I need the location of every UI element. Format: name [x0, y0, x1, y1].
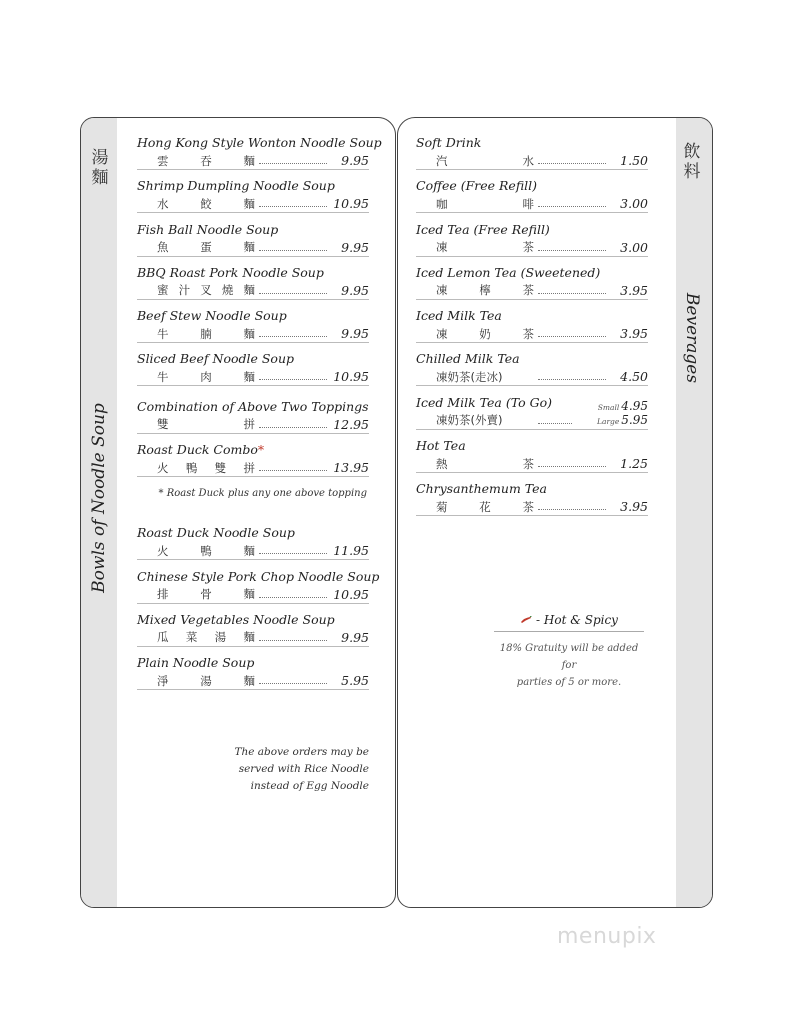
leader-dots: [259, 427, 327, 428]
item-name-cn: 凍奶茶(走冰): [436, 369, 503, 384]
menu-item: [416, 350, 650, 393]
menu-item: [416, 134, 650, 177]
menu-item: [137, 568, 380, 611]
leader-dots: [259, 250, 327, 251]
leader-dots: [538, 206, 606, 207]
menu-item: [137, 398, 371, 441]
item-price: 4.50: [620, 369, 648, 385]
leader-dots: [259, 163, 327, 164]
item-name-cn: 雲 吞 麵: [157, 153, 255, 168]
section-title: Bowls of Noodle Soup: [89, 403, 109, 593]
item-name: Fish Ball Noodle Soup: [137, 221, 279, 237]
noodle-soup-list: [137, 134, 382, 698]
item-price: 5.95: [621, 413, 648, 428]
item-name-cn: 牛 腩 麵: [157, 326, 255, 341]
menu-item: [416, 221, 650, 264]
menu-item: [137, 307, 371, 350]
note-line: served with Rice Noodle: [238, 763, 369, 775]
menu-item: [137, 350, 371, 393]
item-name-cn: 汽 水: [436, 153, 534, 168]
item-name: Iced Lemon Tea (Sweetened): [416, 264, 601, 280]
item-name-cn: 水 餃 麵: [157, 196, 255, 211]
menu-item-togo: [416, 394, 650, 437]
leader-dots: [538, 509, 606, 510]
item-name: Chrysanthemum Tea: [416, 481, 547, 497]
size-label: Large: [597, 417, 620, 427]
item-name-cn: 凍奶茶(外賣): [436, 413, 503, 428]
item-name: Roast Duck Noodle Soup: [137, 525, 295, 541]
menu-item: [416, 264, 650, 307]
asterisk-mark: *: [257, 442, 265, 458]
leader-dots: [259, 597, 327, 598]
item-name-cn: 淨 湯 麵: [157, 673, 255, 688]
item-name-cn: 魚 蛋 麵: [157, 240, 255, 255]
leader-dots: [259, 683, 327, 684]
item-price: 9.95: [341, 153, 369, 168]
item-name: Combination of Above Two Toppings: [137, 398, 369, 414]
leader-dots: [538, 250, 606, 251]
item-name: Iced Milk Tea: [416, 308, 502, 324]
menu-item: [137, 221, 371, 264]
item-price: 10.95: [333, 196, 369, 212]
gratuity-note: 18% Gratuity will be added for parties of 5 or more.: [499, 643, 639, 688]
item-price: 3.95: [620, 282, 648, 298]
item-name: Shrimp Dumpling Noodle Soup: [137, 178, 335, 194]
beverage-list: [416, 134, 650, 524]
item-name: Beef Stew Noodle Soup: [137, 308, 287, 324]
chili-pepper-icon: [520, 616, 532, 624]
leader-dots: [259, 379, 327, 380]
item-name-cn: 凍 檸 茶: [436, 283, 534, 298]
leader-dots: [538, 379, 606, 380]
item-name-cn: 排 骨 麵: [157, 587, 255, 602]
item-name: Sliced Beef Noodle Soup: [137, 351, 295, 367]
item-name-cn: 雙 拼: [157, 417, 255, 432]
item-name: Plain Noodle Soup: [137, 655, 255, 671]
watermark-logo: menupix: [557, 924, 657, 949]
leader-dots: [259, 553, 327, 554]
item-price: 10.95: [333, 369, 369, 385]
size-label: Small: [597, 403, 620, 413]
item-price: 5.95: [341, 673, 369, 689]
item-name-cn: 凍 奶 茶: [436, 326, 534, 341]
menu-item: [416, 437, 650, 480]
item-price: 10.95: [333, 586, 369, 602]
item-price: 3.00: [620, 239, 648, 255]
item-price: 9.95: [341, 326, 369, 342]
leader-dots: [538, 423, 572, 424]
item-name: BBQ Roast Pork Noodle Soup: [137, 264, 324, 280]
leader-dots: [538, 163, 606, 164]
item-price: 13.95: [333, 460, 369, 476]
beverages-panel: [397, 117, 713, 908]
section-title-cn: 飲 料: [683, 142, 701, 182]
leader-dots: [259, 640, 327, 641]
item-price: 3.95: [620, 499, 648, 515]
note-line: The above orders may be: [234, 746, 369, 758]
menu-item: [137, 524, 371, 567]
item-name-cn: 火 鴨 麵: [157, 543, 255, 558]
menu-item: [416, 480, 650, 523]
item-name: Soft Drink: [416, 135, 482, 150]
menu-item: [137, 611, 371, 654]
leader-dots: [259, 470, 327, 471]
item-name-cn: 熱 茶: [436, 456, 534, 471]
item-name-cn: 凍 茶: [436, 240, 534, 255]
leader-dots: [259, 206, 327, 207]
item-name-cn: 蜜 汁 叉 燒 麵: [157, 283, 255, 298]
legend-text: - Hot & Spicy: [536, 613, 618, 627]
item-price: 9.95: [341, 239, 369, 255]
item-name: Chilled Milk Tea: [416, 351, 520, 367]
menu-item: [416, 307, 650, 350]
item-name: Iced Milk Tea (To Go): [416, 394, 552, 410]
item-name: Mixed Vegetables Noodle Soup: [137, 611, 335, 627]
leader-dots: [538, 293, 606, 294]
menu-item: [137, 134, 382, 177]
leader-dots: [259, 336, 327, 337]
item-name: Hot Tea: [416, 438, 466, 454]
item-name-cn: 菊 花 茶: [436, 499, 534, 514]
note-line: instead of Egg Noodle: [250, 780, 369, 792]
item-price: 1.25: [620, 456, 648, 472]
leader-dots: [538, 336, 606, 337]
item-price: 1.50: [620, 153, 648, 168]
item-name-cn: 瓜 菜 湯 麵: [157, 630, 255, 645]
menu-item: [137, 654, 371, 697]
section-strip: [676, 118, 712, 907]
item-price: 11.95: [333, 543, 369, 559]
leader-dots: [538, 466, 606, 467]
item-name-cn: 牛 肉 麵: [157, 369, 255, 384]
noodle-soup-panel: [80, 117, 396, 908]
menu-item: [137, 264, 371, 307]
item-name: Chinese Style Pork Chop Noodle Soup: [137, 568, 380, 584]
item-price: 12.95: [333, 416, 369, 432]
menu-item: [137, 441, 371, 484]
item-name: Iced Tea (Free Refill): [416, 221, 550, 237]
section-title: Beverages: [682, 292, 702, 384]
size-prices: [578, 400, 648, 428]
section-title-cn: 湯 麵: [91, 148, 109, 188]
item-name: Coffee (Free Refill): [416, 178, 538, 194]
item-price: 3.95: [620, 326, 648, 342]
item-name-cn: 火 鴨 雙 拼: [157, 460, 255, 475]
combo-note: * Roast Duck plus any one above topping: [158, 488, 367, 500]
item-price: 9.95: [341, 629, 369, 645]
menu-item: [416, 177, 650, 220]
item-name: Roast Duck Combo*: [137, 442, 265, 458]
item-price: 4.95: [621, 399, 648, 414]
leader-dots: [259, 293, 327, 294]
item-name-cn: 咖 啡: [436, 196, 534, 211]
item-price: 9.95: [341, 282, 369, 298]
item-name: Hong Kong Style Wonton Noodle Soup: [137, 135, 382, 150]
legend: [494, 613, 644, 691]
menu-item: [137, 177, 371, 220]
item-price: 3.00: [620, 196, 648, 212]
rice-noodle-note: [219, 744, 369, 795]
